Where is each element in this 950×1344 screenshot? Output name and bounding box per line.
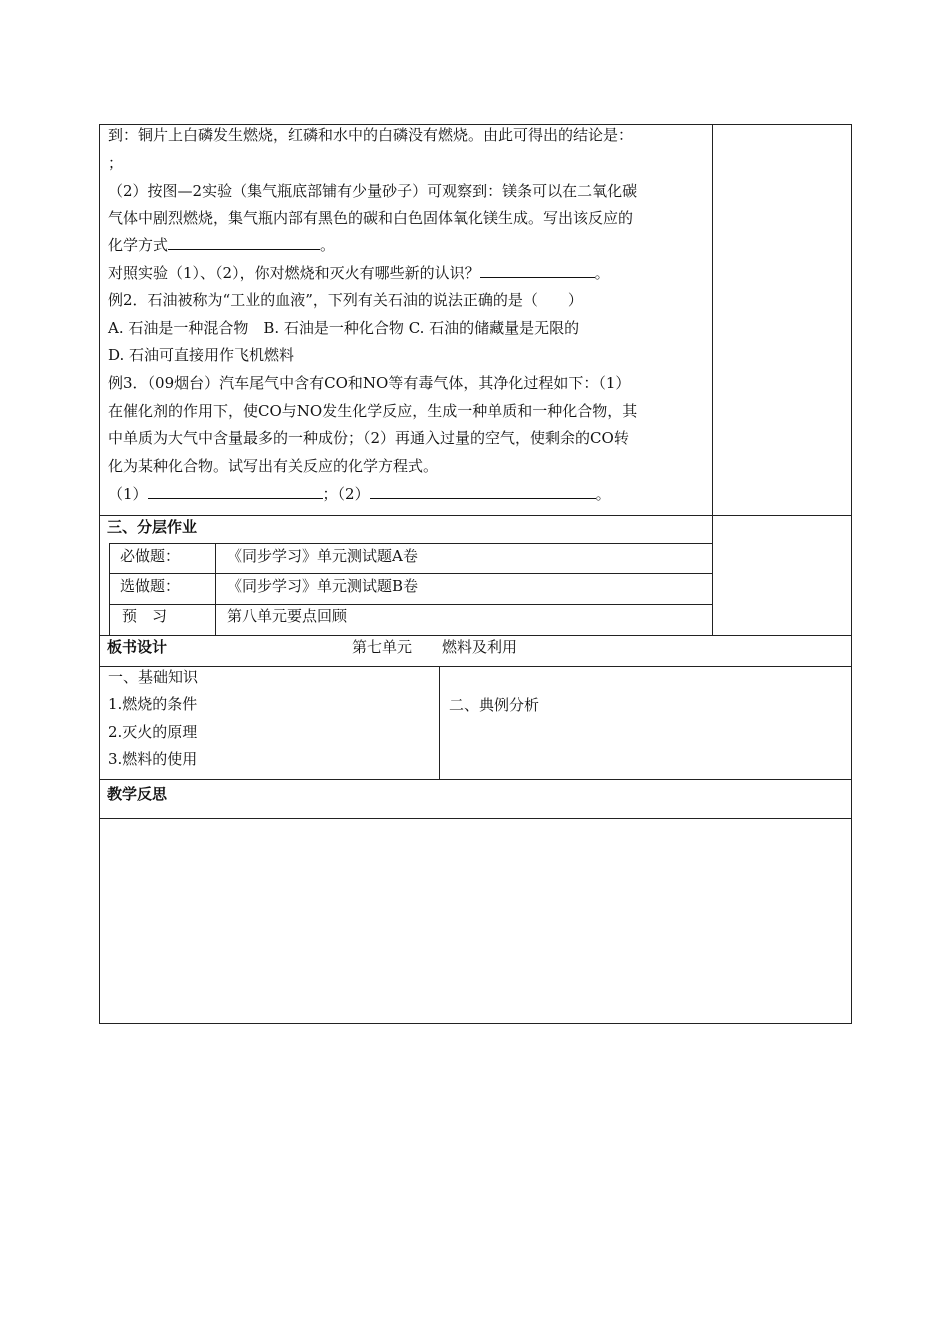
answer-1-label: （1） [108,485,148,503]
border-left-upper [99,124,100,636]
board-left-item: 3.燃料的使用 [108,750,198,768]
answer-blank[interactable] [370,484,596,499]
hw-inner-left [109,543,110,635]
hw-inner-col [215,543,216,635]
example3-line: 中单质为大气中含量最多的一种成份；（2）再通入过量的空气，使剩余的CO转 [108,429,629,447]
example3-line: 例3．（09烟台）汽车尾气中含有CO和NO等有毒气体，其净化过程如下：（1） [108,374,631,392]
homework-label: 预 习 [122,607,168,625]
homework-title: 三、分层作业 [107,518,198,536]
border-bottom [99,1023,852,1024]
example3-line: 在催化剂的作用下，使CO与NO发生化学反应，生成一种单质和一种化合物，其 [108,402,638,420]
board-unit-title: 第七单元 燃料及利用 [352,638,518,656]
divider-reflection [99,779,852,780]
equation-prefix: 化学方式 [108,236,169,254]
equation-line [108,235,335,255]
board-left-item: 2.灭火的原理 [108,723,198,741]
divider-homework [99,515,852,516]
body-line: ； [108,154,124,172]
homework-value: 《同步学习》单元测试题B卷 [227,577,419,595]
body-line: 到：铜片上白磷发生燃烧，红磷和水中的白磷没有燃烧。由此可得出的结论是： [108,126,634,144]
compare-line [108,263,610,283]
answer-separator: ；（2） [322,485,370,503]
hw-inner-row2 [109,573,712,574]
board-right-title: 二、典例分析 [449,696,540,714]
reflection-title: 教学反思 [107,785,168,803]
border-mid-upper [712,124,713,636]
reflection-body[interactable] [100,819,851,1023]
equation-suffix: 。 [320,236,336,254]
example2-option-d: D. 石油可直接用作飞机燃料 [108,346,295,364]
board-title: 板书设计 [107,638,168,656]
homework-value: 《同步学习》单元测试题A卷 [227,547,418,565]
homework-label: 选做题： [120,577,181,595]
hw-inner-row3 [109,604,712,605]
answer-blank[interactable] [480,263,595,278]
body-line: （2）按图—2实验（集气瓶底部铺有少量砂子）可观察到：镁条可以在二氧化碳 [108,182,638,200]
homework-value: 第八单元要点回顾 [227,607,348,625]
answer-end: 。 [595,485,611,503]
hw-inner-top [109,543,712,544]
answer-blank[interactable] [148,484,323,499]
border-right [851,124,852,1024]
answer-blank[interactable] [168,235,320,250]
board-col-divider [439,666,440,779]
board-left-item: 一、基础知识 [108,668,199,686]
example2-question: 例2．石油被称为“工业的血液”，下列有关石油的说法正确的是（ ） [108,291,583,309]
answer-line [108,484,611,504]
compare-suffix: 。 [594,264,610,282]
example2-options: A. 石油是一种混合物 B. 石油是一种化合物 C. 石油的储藏量是无限的 [108,319,580,337]
example3-line: 化为某种化合物。试写出有关反应的化学方程式。 [108,457,439,475]
homework-label: 必做题： [120,547,181,565]
compare-prefix: 对照实验（1）、（2），你对燃烧和灭火有哪些新的认识？ [108,264,480,282]
body-line: 气体中剧烈燃烧，集气瓶内部有黑色的碳和白色固体氧化镁生成。写出该反应的 [108,209,634,227]
divider-board [99,635,852,636]
divider-board-content [99,666,852,667]
board-left-item: 1.燃烧的条件 [108,695,198,713]
